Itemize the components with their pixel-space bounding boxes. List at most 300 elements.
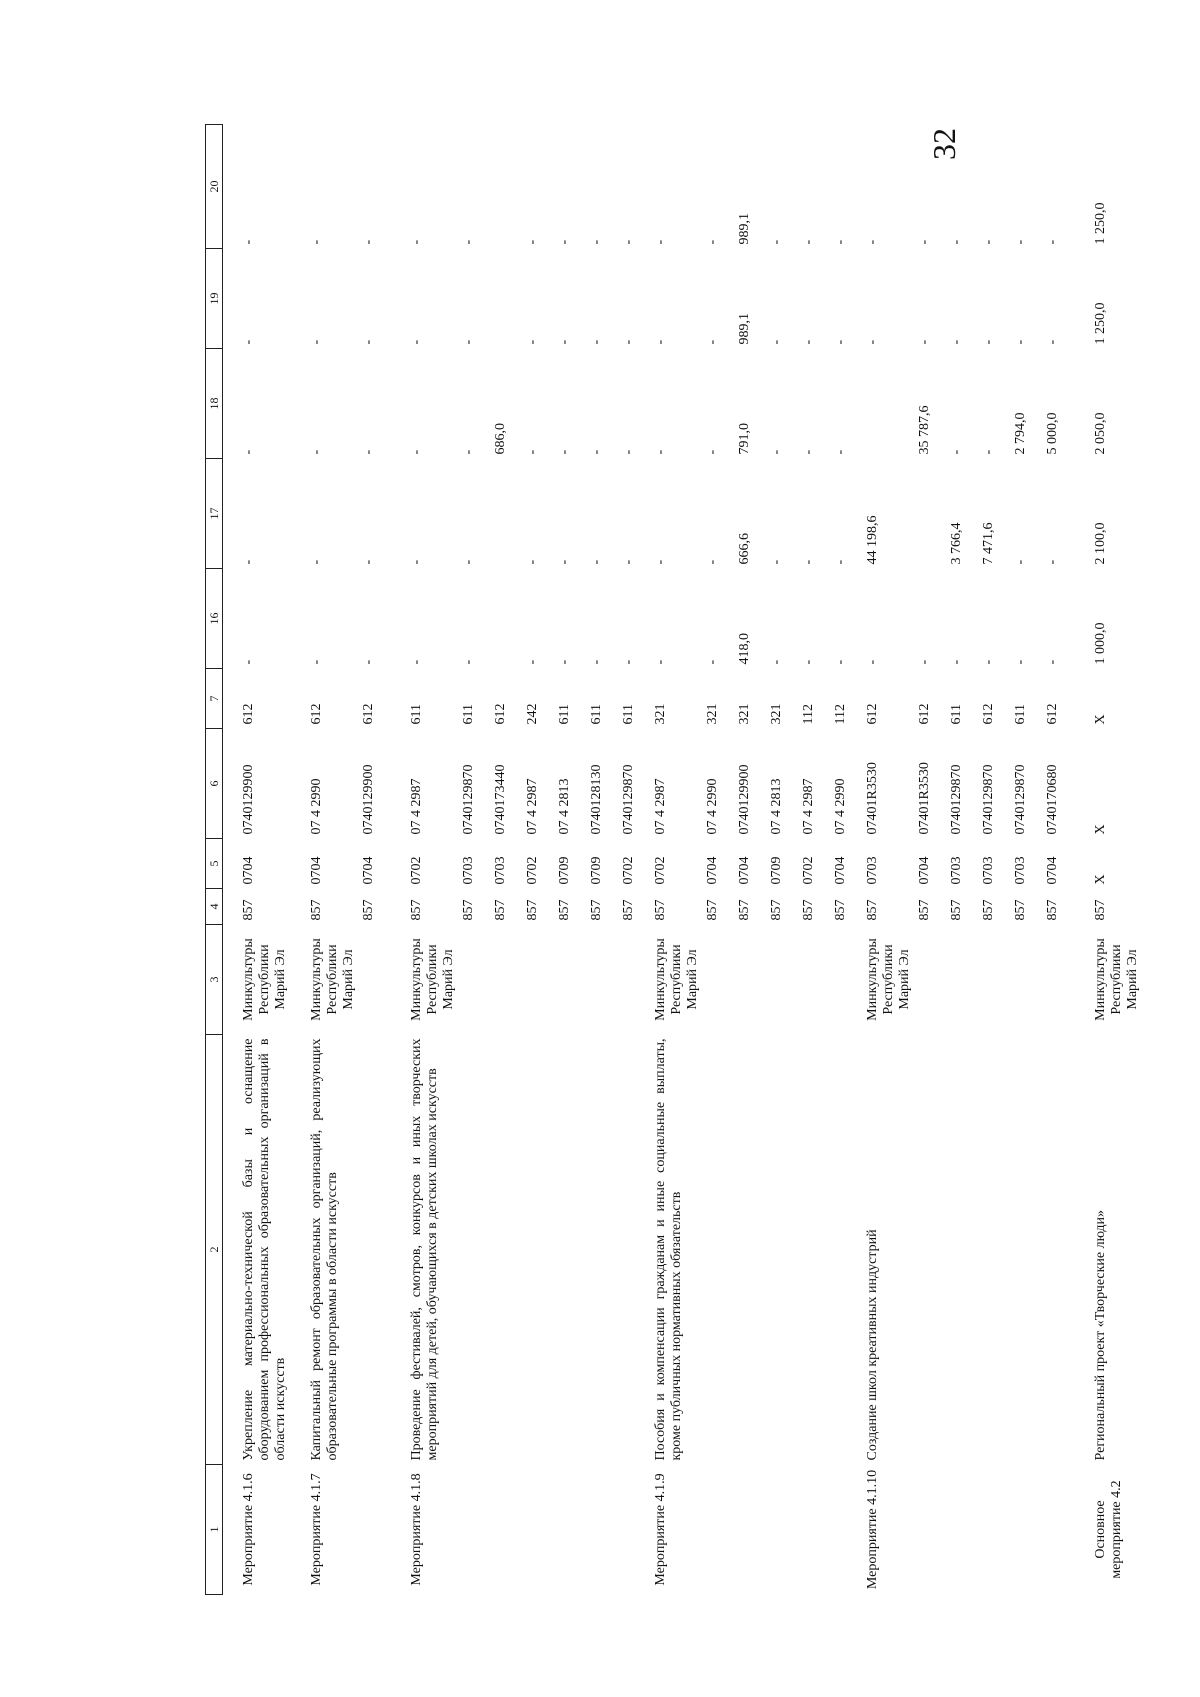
row-label [1043,1465,1075,1595]
row-expense-type: 321 [705,703,720,725]
row-label: Мероприятие 4.1.7 [309,1473,324,1586]
row-section-code: 0704 [309,856,324,885]
row-target-article: 07 4 2990 [309,778,324,835]
row-description [459,1035,491,1465]
row-value-col17: - [653,559,668,565]
table-row [619,125,651,1595]
row-grbs-code: 857 [241,899,256,921]
table-row [735,125,767,1595]
row-section-code: 0704 [1045,856,1060,885]
row-agency [947,925,979,1035]
row-value-col17: - [589,559,604,565]
row-target-article: 07 4 2987 [801,778,816,835]
row-section-code: 0702 [409,856,424,885]
row-value-col20: - [917,239,932,245]
row-label [491,1465,523,1595]
row-target-article: 0740129900 [241,764,256,835]
row-value-col20: - [525,239,540,245]
row-value-col17: 7 471,6 [981,522,996,565]
row-section-code: 0704 [241,856,256,885]
row-agency: Минкультуры Республики Марий Эл [309,938,356,1021]
row-label [735,1465,767,1595]
row-agency [359,925,391,1035]
row-target-article: 0740173440 [493,764,508,835]
table-row [359,125,391,1595]
row-value-col18: - [621,449,636,455]
row-value-col16: 1 000,0 [1093,622,1108,665]
row-agency [979,925,1011,1035]
row-value-col16: - [1045,659,1060,665]
row-value-col20: - [409,239,424,245]
row-target-article: 0740129870 [1013,764,1028,835]
row-section-code: 0703 [865,856,880,885]
row-grbs-code: 857 [461,899,476,921]
row-value-col17: - [461,559,476,565]
row-agency [555,925,587,1035]
row-value-col16: - [949,659,964,665]
row-value-col18: - [801,449,816,455]
row-value-col18: - [589,449,604,455]
row-section-code: 0703 [981,856,996,885]
row-value-col18: 791,0 [737,423,752,455]
table-row [1043,125,1075,1595]
row-target-article: 0740129870 [981,764,996,835]
row-value-col19: - [309,339,324,345]
row-label [459,1465,491,1595]
row-value-col17: - [1045,559,1060,565]
table-row [863,125,915,1595]
row-value-col18: - [241,449,256,455]
table-row [523,125,555,1595]
row-agency: Минкультуры Республики Марий Эл [409,938,456,1021]
row-value-col20: - [1045,239,1060,245]
row-value-col18: - [949,449,964,455]
row-value-col20: - [621,239,636,245]
row-value-col18: 2 794,0 [1013,412,1028,455]
row-value-col20: - [949,239,964,245]
row-expense-type: 611 [949,704,964,725]
row-target-article: 07401R3530 [917,762,932,835]
row-value-col17 [915,459,947,569]
row-value-col20: - [1013,239,1028,245]
row-value-col17: - [769,559,784,565]
row-value-col19: 989,1 [737,313,752,345]
row-section-code: 0704 [917,856,932,885]
row-description [831,1035,863,1465]
row-value-col16: - [309,659,324,665]
row-section-code: 0702 [525,856,540,885]
row-value-col19: - [917,339,932,345]
row-label: Мероприятие 4.1.6 [241,1473,256,1586]
row-value-col16: - [461,659,476,665]
row-value-col16: - [833,659,848,665]
table-row [703,125,735,1595]
row-grbs-code: 857 [865,899,880,921]
row-value-col18: - [361,449,376,455]
row-description [491,1035,523,1465]
row-value-col20: 1 250,0 [1093,202,1108,245]
row-grbs-code: 857 [1093,899,1108,921]
row-value-col20: - [801,239,816,245]
row-grbs-code: 857 [493,899,508,921]
row-label [915,1465,947,1595]
table-row [651,125,703,1595]
row-value-col17: - [1013,559,1028,565]
row-expense-type: 611 [589,704,604,725]
row-section-code: 0702 [801,856,816,885]
table-row [223,125,292,1595]
row-agency: Минкультуры Республики Марий Эл [241,938,288,1021]
row-value-col17: - [705,559,720,565]
table-row [915,125,947,1595]
row-agency [587,925,619,1035]
row-grbs-code: 857 [801,899,816,921]
row-value-col20: 989,1 [737,213,752,245]
budget-table-sheet [205,125,1140,1595]
row-section-code: 0702 [621,856,636,885]
header-col-17: 17 [206,459,223,569]
row-value-col18: - [705,449,720,455]
row-value-col19: - [653,339,668,345]
row-expense-type: 611 [557,704,572,725]
row-description [703,1035,735,1465]
row-expense-type: 611 [1013,704,1028,725]
row-value-col19: - [241,339,256,345]
row-value-col20: - [653,239,668,245]
row-value-col16: - [241,659,256,665]
row-agency [1011,925,1043,1035]
row-grbs-code: 857 [1045,899,1060,921]
row-agency [915,925,947,1035]
row-value-col17: - [801,559,816,565]
row-label [619,1465,651,1595]
row-value-col19: - [981,339,996,345]
row-grbs-code: 857 [981,899,996,921]
row-target-article: 07 4 2987 [409,778,424,835]
row-expense-type: 612 [917,703,932,725]
header-col-3: 3 [206,925,223,1035]
table-row [799,125,831,1595]
row-value-col19 [491,249,523,349]
row-label [703,1465,735,1595]
row-value-col16: - [621,659,636,665]
row-agency: Минкультуры Республики Марий Эл [865,938,912,1021]
row-expense-type: 612 [1045,703,1060,725]
row-value-col16: - [981,659,996,665]
row-description [587,1035,619,1465]
row-expense-type: 611 [621,704,636,725]
row-agency [523,925,555,1035]
row-value-col19: - [705,339,720,345]
row-value-col19: - [589,339,604,345]
table-row [767,125,799,1595]
row-value-col20: - [241,239,256,245]
row-agency: Минкультуры Республики Марий Эл [653,938,700,1021]
row-target-article: 0740170680 [1045,764,1060,835]
row-value-col19: - [621,339,636,345]
table-row [491,125,523,1595]
row-agency [799,925,831,1035]
row-target-article: 0740129900 [361,764,376,835]
row-value-col18: - [461,449,476,455]
row-expense-type: 612 [309,703,324,725]
row-target-article: 07401R3530 [865,762,880,835]
row-value-col19: - [1013,339,1028,345]
row-value-col20: - [461,239,476,245]
row-grbs-code: 857 [949,899,964,921]
row-value-col18: - [309,449,324,455]
row-value-col16: - [769,659,784,665]
table-header-row [206,125,223,1595]
row-section-code: 0704 [361,856,376,885]
row-label: Мероприятие 4.1.8 [409,1473,424,1586]
row-agency [735,925,767,1035]
row-expense-type: 112 [833,704,848,725]
row-value-col18: - [557,449,572,455]
table-row [459,125,491,1595]
row-value-col18: - [409,449,424,455]
row-value-col16: - [589,659,604,665]
row-grbs-code: 857 [621,899,636,921]
row-value-col16: - [525,659,540,665]
row-description [555,1035,587,1465]
row-section-code: 0704 [705,856,720,885]
row-value-col17: 2 100,0 [1093,522,1108,565]
row-agency [767,925,799,1035]
header-col-6: 6 [206,729,223,839]
row-value-col17: - [621,559,636,565]
row-value-col16: 418,0 [737,633,752,665]
row-agency: Минкультуры Республики Марий Эл [1093,938,1140,1021]
row-value-col16: - [917,659,932,665]
row-value-col17: 44 198,6 [865,515,880,565]
row-label [799,1465,831,1595]
row-grbs-code: 857 [557,899,572,921]
header-col-20: 20 [206,125,223,249]
row-value-col17: 3 766,4 [949,522,964,565]
row-expense-type: X [1093,714,1108,725]
row-value-col17 [491,459,523,569]
row-value-col19: - [461,339,476,345]
row-description [1011,1035,1043,1465]
row-section-code: 0704 [737,856,752,885]
row-value-col19: - [801,339,816,345]
row-value-col16: - [409,659,424,665]
row-value-col16: - [557,659,572,665]
row-target-article: 0740129870 [949,764,964,835]
row-description [767,1035,799,1465]
row-grbs-code: 857 [409,899,424,921]
row-expense-type: 612 [865,703,880,725]
row-grbs-code: 857 [737,899,752,921]
row-target-article: 07 4 2990 [705,778,720,835]
row-description [523,1035,555,1465]
row-agency [703,925,735,1035]
row-description: Создание школ креативных индустрий [865,1229,880,1461]
row-section-code: X [1093,874,1108,885]
row-description [915,1035,947,1465]
table-body [223,125,1144,1595]
budget-table [205,124,1143,1595]
row-grbs-code: 857 [769,899,784,921]
row-agency [459,925,491,1035]
page-number: 32 [926,128,962,160]
header-col-2: 2 [206,1035,223,1465]
table-row [947,125,979,1595]
row-description: Капитальный ремонт образовательных организаций, реализующих образовательные программы в области искусств [309,1038,340,1461]
row-value-col16: - [1013,659,1028,665]
row-label [555,1465,587,1595]
table-row [555,125,587,1595]
row-value-col17: 666,6 [737,533,752,565]
row-value-col18 [863,349,915,459]
row-grbs-code: 857 [309,899,324,921]
row-value-col16: - [801,659,816,665]
row-description [799,1035,831,1465]
table-row [391,125,459,1595]
row-expense-type: 612 [241,703,256,725]
row-value-col20: - [769,239,784,245]
row-expense-type: 242 [525,703,540,725]
row-grbs-code: 857 [917,899,932,921]
header-col-16: 16 [206,569,223,669]
row-value-col18: 35 787,6 [917,405,932,455]
row-expense-type: 321 [769,703,784,725]
row-value-col16: - [705,659,720,665]
row-agency [491,925,523,1035]
row-value-col18: 5 000,0 [1045,412,1060,455]
row-description: Проведение фестивалей, смотров, конкурсов и иных творческих мероприятий для детей, обучающихся в детских школах искусств [409,1038,440,1461]
row-value-col20: - [361,239,376,245]
row-section-code: 0703 [461,856,476,885]
header-col-18: 18 [206,349,223,459]
row-expense-type: 112 [801,704,816,725]
row-label: Основное мероприятие 4.2 [1093,1480,1124,1579]
row-value-col19: - [525,339,540,345]
row-value-col19: - [949,339,964,345]
row-value-col17: - [241,559,256,565]
row-target-article: 07 4 2987 [653,778,668,835]
row-value-col20: - [865,239,880,245]
row-value-col19: - [1045,339,1060,345]
table-row [1011,125,1043,1595]
row-description [979,1035,1011,1465]
row-label: Мероприятие 4.1.10 [865,1469,880,1590]
row-label [831,1465,863,1595]
row-value-col18: - [833,449,848,455]
header-col-4: 4 [206,889,223,925]
row-expense-type: 611 [409,704,424,725]
row-value-col20: - [981,239,996,245]
row-expense-type: 612 [981,703,996,725]
row-grbs-code: 857 [361,899,376,921]
row-value-col16: - [653,659,668,665]
row-agency [619,925,651,1035]
row-value-col16 [491,569,523,669]
table-row [831,125,863,1595]
row-value-col19: - [833,339,848,345]
header-col-1: 1 [206,1465,223,1595]
row-label: Мероприятие 4.1.9 [653,1473,668,1586]
row-label [1011,1465,1043,1595]
row-section-code: 0703 [493,856,508,885]
row-value-col18: - [769,449,784,455]
row-value-col19: - [769,339,784,345]
row-description [735,1035,767,1465]
row-value-col18: - [653,449,668,455]
row-target-article: 0740129900 [737,764,752,835]
row-label [947,1465,979,1595]
row-description [947,1035,979,1465]
row-description [359,1035,391,1465]
row-value-col19: 1 250,0 [1093,302,1108,345]
row-section-code: 0702 [653,856,668,885]
header-col-5: 5 [206,839,223,889]
row-value-col20: - [557,239,572,245]
row-label [979,1465,1011,1595]
table-row [1075,125,1143,1595]
row-value-col20 [491,125,523,249]
row-agency [1043,925,1075,1035]
row-grbs-code: 857 [653,899,668,921]
row-target-article: 07 4 2990 [833,778,848,835]
row-value-col19: - [409,339,424,345]
row-description: Пособия и компенсации гражданам и иные социальные выплаты, кроме публичных нормативных обязательств [653,1038,684,1461]
row-value-col20: - [309,239,324,245]
row-target-article: 0740129870 [621,764,636,835]
row-grbs-code: 857 [1013,899,1028,921]
row-target-article: 0740128130 [589,764,604,835]
row-section-code: 0703 [1013,856,1028,885]
row-value-col17: - [361,559,376,565]
row-value-col17: - [409,559,424,565]
row-grbs-code: 857 [589,899,604,921]
row-target-article: 0740129870 [461,764,476,835]
table-row [587,125,619,1595]
row-value-col20: - [833,239,848,245]
row-grbs-code: 857 [525,899,540,921]
row-value-col20: - [705,239,720,245]
row-section-code: 0704 [833,856,848,885]
row-value-col18: - [981,449,996,455]
row-expense-type: 612 [493,703,508,725]
row-section-code: 0703 [949,856,964,885]
row-grbs-code: 857 [833,899,848,921]
row-target-article: 07 4 2813 [769,778,784,835]
row-description: Укрепление материально-технической базы и оснащение оборудованием профессиональных образовательных организаций в области искусств [241,1038,288,1461]
row-target-article: X [1093,824,1108,835]
row-value-col17: - [833,559,848,565]
row-value-col19: - [865,339,880,345]
table-row [291,125,359,1595]
row-section-code: 0709 [589,856,604,885]
row-value-col16: - [361,659,376,665]
row-description [1043,1035,1075,1465]
row-value-col19: - [361,339,376,345]
row-value-col18: - [525,449,540,455]
row-target-article: 07 4 2987 [525,778,540,835]
row-value-col17: - [525,559,540,565]
row-label [523,1465,555,1595]
row-agency [831,925,863,1035]
row-expense-type: 612 [361,703,376,725]
row-value-col18: 2 050,0 [1093,412,1108,455]
row-expense-type: 321 [737,703,752,725]
row-value-col18: 686,0 [493,423,508,455]
row-label [587,1465,619,1595]
table-row [979,125,1011,1595]
row-expense-type: 321 [653,703,668,725]
